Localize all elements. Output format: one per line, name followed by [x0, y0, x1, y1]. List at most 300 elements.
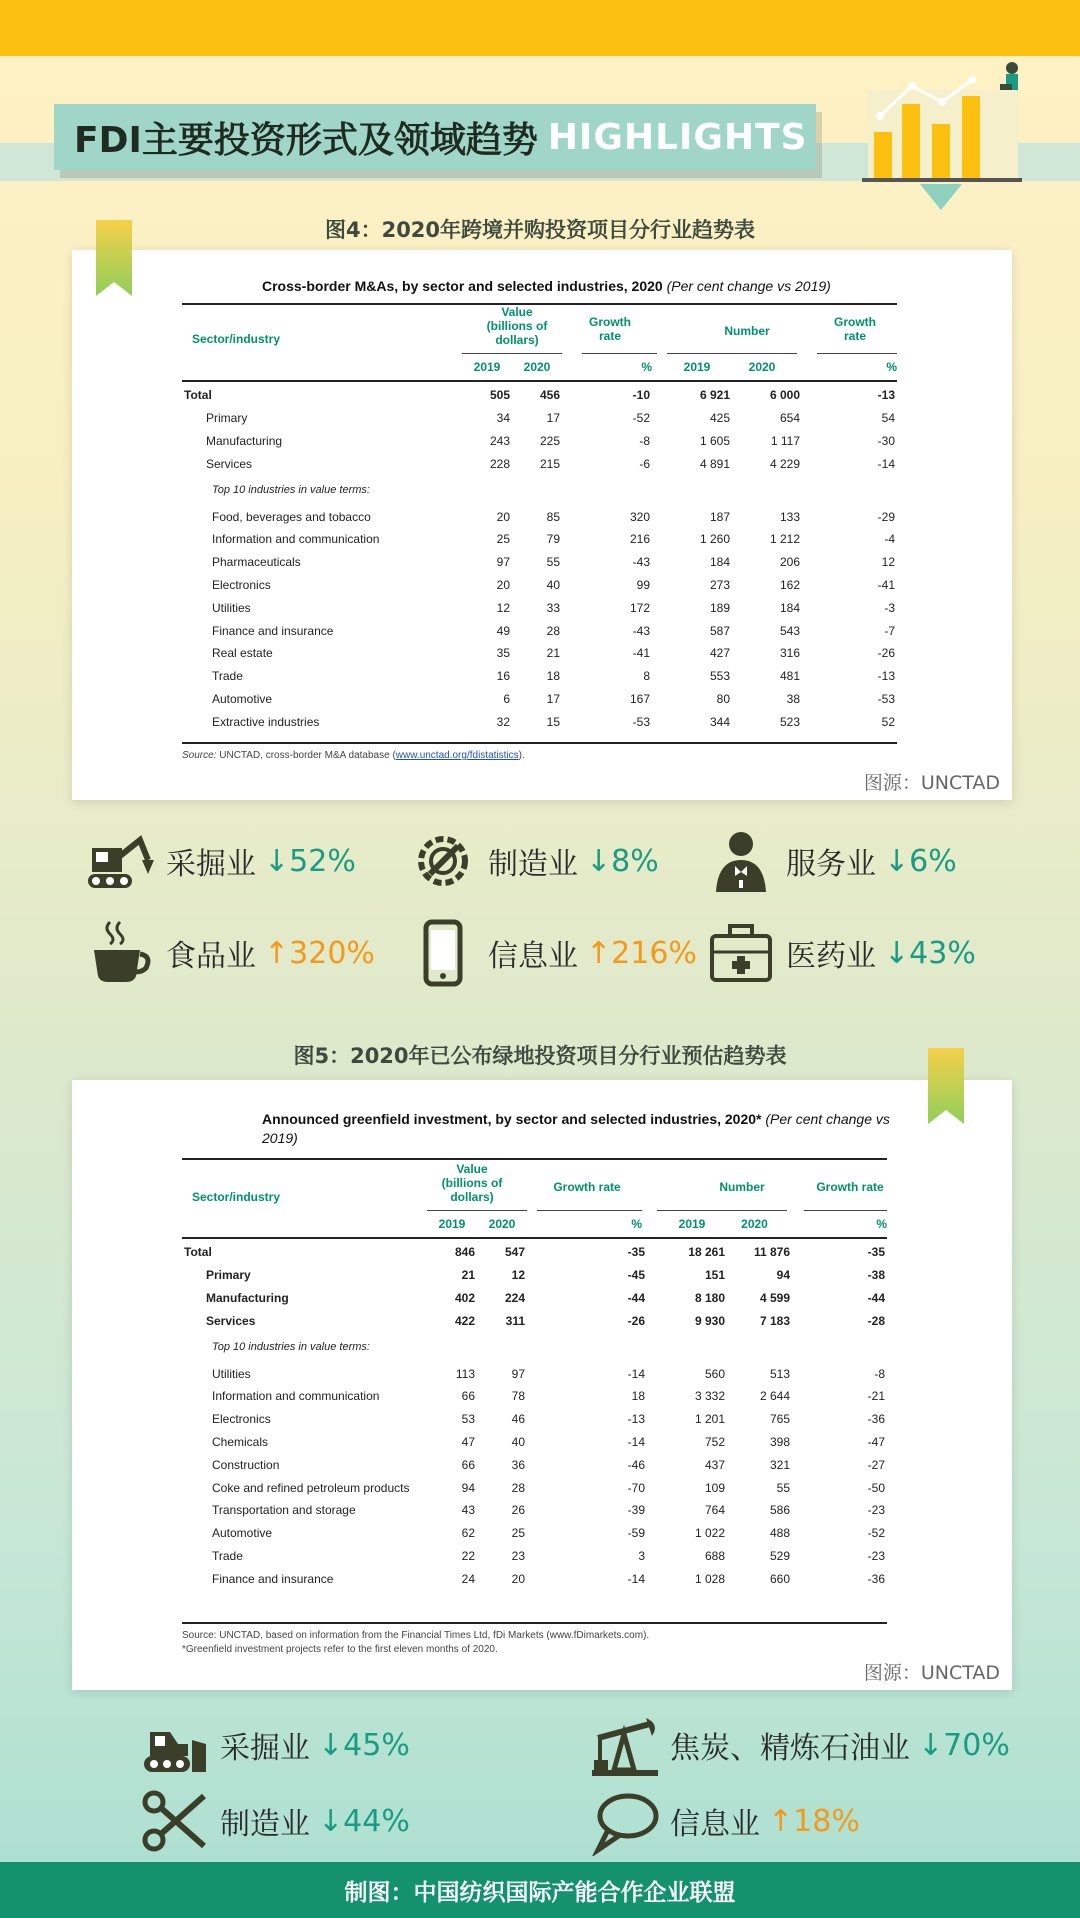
stat-value: 216% [611, 935, 697, 971]
stat-value: 52% [289, 843, 356, 879]
stat-value: 43% [909, 935, 976, 971]
fig5-source-line1: Source: UNCTAD, based on information from the Financial Times Ltd, fDi Markets (www.fDimarkets.com). [182, 1630, 650, 1641]
cell-g: -14 [627, 1571, 645, 1586]
cell-v2019: 43 [461, 1503, 475, 1518]
rule [582, 353, 657, 354]
fig4-col-growth: Growth rate [589, 315, 631, 343]
cell-v2020: 33 [546, 600, 560, 615]
cell-v2019: 846 [454, 1245, 475, 1260]
cell-v2019: 66 [461, 1457, 475, 1472]
cell-n2019 [647, 1332, 727, 1362]
fig5-pct2: % [876, 1217, 887, 1231]
cell-ng: -23 [867, 1503, 885, 1518]
table-row [182, 475, 897, 505]
cell-v2019: 12 [496, 600, 510, 615]
fig5-card [72, 1080, 1012, 1690]
cell-n2019: 187 [709, 509, 730, 524]
cell-ng: -7 [884, 623, 895, 638]
table-row [182, 505, 897, 528]
rule [804, 1210, 887, 1211]
stat-item [408, 826, 659, 896]
fig5-num-2020: 2020 [741, 1217, 768, 1231]
table-row [182, 1264, 887, 1287]
cell-ng: -38 [867, 1268, 885, 1283]
fig5-col-growth2: Growth rate [816, 1180, 884, 1194]
fig4-pct: % [641, 360, 652, 374]
stat-change [318, 1728, 410, 1763]
table-row [182, 1287, 887, 1310]
page-title [54, 104, 816, 170]
cell-g: -14 [627, 1366, 645, 1381]
cell-v2019: 62 [461, 1526, 475, 1541]
cell-n2020: 38 [786, 691, 800, 706]
cell-v2020: 85 [546, 509, 560, 524]
row-label: Trade [212, 1548, 243, 1563]
fig5-caption: 图5：2020年已公布绿地投资项目分行业预估趋势表 [293, 1044, 787, 1068]
cell-g [527, 1332, 647, 1362]
cell-n2019: 8 180 [694, 1290, 725, 1305]
table-row [182, 407, 897, 430]
cell-n2019: 3 332 [694, 1389, 725, 1404]
cell-ng: -26 [877, 646, 895, 661]
cell-n2020 [732, 475, 802, 505]
waiter-icon [706, 826, 776, 896]
cell-ng: -3 [884, 600, 895, 615]
stat-change [918, 1728, 1010, 1763]
bookmark-ribbon [96, 220, 132, 296]
cell-v2019: 20 [496, 509, 510, 524]
fig4-col-value: Value (billions of dollars) [486, 305, 548, 347]
fig4-year-2020: 2020 [523, 360, 551, 374]
rule [657, 1210, 787, 1211]
table-row [182, 688, 897, 711]
cell-ng: -36 [867, 1412, 885, 1427]
cell-v2020: 456 [539, 388, 560, 403]
bulldozer-icon [140, 1710, 210, 1780]
cell-g: -45 [627, 1268, 645, 1283]
page-title-cn: FDI主要投资形式及领域趋势 [74, 119, 538, 161]
fig5-table-title-note: (Per cent change vs 2019) [262, 1111, 890, 1146]
cell-g: -46 [627, 1457, 645, 1472]
table-row [182, 710, 897, 733]
table-row [182, 1476, 887, 1499]
stat-item [706, 826, 957, 896]
row-label: Utilities [212, 600, 251, 615]
cell-ng: -13 [877, 669, 895, 684]
cell-n2020: 586 [769, 1503, 790, 1518]
cell-ng: 12 [881, 555, 895, 570]
top-banner [0, 0, 1080, 56]
stat-label: 信息业 [670, 1807, 760, 1842]
cell-g: -43 [632, 623, 650, 638]
coffee-cup-icon [86, 918, 156, 988]
cell-g [562, 475, 652, 505]
cell-n2019: 1 022 [694, 1526, 725, 1541]
cell-n2019: 437 [704, 1457, 725, 1472]
stat-arrow: ↑ [768, 1803, 794, 1839]
row-label: Finance and insurance [212, 1571, 334, 1586]
stat-arrow: ↓ [884, 843, 910, 879]
bar-chart-illustration [862, 60, 1022, 210]
cell-g: -44 [627, 1290, 645, 1305]
row-label: Construction [212, 1457, 280, 1472]
stat-arrow: ↓ [884, 935, 910, 971]
stat-value: 320% [289, 935, 375, 971]
rule [182, 1158, 887, 1160]
gear-wrench-icon [408, 826, 478, 896]
stat-arrow: ↓ [318, 1727, 344, 1763]
cell-v2019: 49 [496, 623, 510, 638]
fig5-credit: 图源：UNCTAD [863, 1662, 1000, 1684]
cell-ng: -4 [884, 532, 895, 547]
rule [182, 1622, 887, 1624]
cell-v2020: 311 [505, 1313, 525, 1328]
cell-n2020: 184 [779, 600, 800, 615]
row-label: Electronics [212, 577, 271, 592]
cell-n2020: 133 [779, 509, 800, 524]
cell-n2019: 752 [704, 1434, 725, 1449]
fig4-col-growth2: Growth rate [834, 315, 876, 343]
cell-v2019: 66 [461, 1389, 475, 1404]
table-row [182, 665, 897, 688]
fig4-source-text: UNCTAD, cross-border M&A database ( [219, 750, 396, 761]
cell-v2020: 12 [511, 1268, 525, 1283]
rule [182, 1237, 887, 1239]
row-label: Chemicals [212, 1434, 269, 1449]
row-label: Information and communication [212, 1389, 380, 1404]
fig5-source-line2: *Greenfield investment projects refer to the first eleven months of 2020. [182, 1644, 498, 1655]
cell-v2020: 46 [511, 1412, 525, 1427]
stat-item [706, 918, 976, 988]
cell-ng: -50 [867, 1480, 885, 1495]
stat-item [86, 918, 375, 988]
cell-g: -52 [632, 411, 650, 426]
cell-n2019: 109 [704, 1480, 725, 1495]
fig4-caption: 图4：2020年跨境并购投资项目分行业趋势表 [324, 218, 756, 242]
cell-n2019: 4 891 [699, 456, 730, 471]
cell-ng: -13 [877, 388, 895, 403]
oil-pump-icon [590, 1710, 660, 1780]
fig4-table [182, 384, 897, 733]
fig4-pct2: % [886, 360, 897, 374]
cell-n2019: 9 930 [694, 1313, 725, 1328]
table-row [182, 596, 897, 619]
cell-g: -39 [627, 1503, 645, 1518]
fig5-col-value: Value (billions of dollars) [441, 1162, 503, 1204]
cell-ng: -28 [867, 1313, 885, 1328]
stat-change [264, 844, 356, 879]
cell-v2019: 97 [496, 555, 510, 570]
cell-g: 99 [636, 577, 650, 592]
cell-n2019 [652, 475, 732, 505]
cell-ng [802, 475, 897, 505]
stat-arrow: ↓ [264, 843, 290, 879]
stat-label: 服务业 [786, 847, 876, 882]
stat-value: 18% [793, 1803, 860, 1839]
cell-n2020: 765 [769, 1412, 790, 1427]
stat-value: 44% [343, 1803, 410, 1839]
cell-ng: 52 [881, 714, 895, 729]
cell-v2020: 23 [511, 1548, 525, 1563]
table-row [182, 1431, 887, 1454]
cell-ng: -47 [867, 1434, 885, 1449]
stat-label: 制造业 [220, 1807, 310, 1842]
cell-v2020: 215 [539, 456, 560, 471]
cell-n2019: 273 [709, 577, 730, 592]
table-row [182, 528, 897, 551]
stat-change [586, 936, 697, 971]
fig4-year-2019: 2019 [473, 360, 501, 374]
cell-n2019: 80 [716, 691, 730, 706]
cell-n2020: 321 [769, 1457, 790, 1472]
row-label: Manufacturing [206, 1290, 289, 1305]
cell-g: -14 [627, 1434, 645, 1449]
fig5-table-title [262, 1110, 902, 1148]
stat-change [318, 1804, 410, 1839]
bookmark-ribbon [928, 1048, 964, 1124]
rule [182, 380, 897, 382]
cell-g: -10 [632, 388, 650, 403]
stat-item [590, 1786, 860, 1856]
cell-g: -53 [632, 714, 650, 729]
cell-n2020: 2 644 [759, 1389, 790, 1404]
cell-ng: -35 [867, 1245, 885, 1260]
cell-v2019: 422 [454, 1313, 475, 1328]
cell-v2020: 25 [511, 1526, 525, 1541]
cell-n2020: 316 [779, 646, 800, 661]
row-label: Manufacturing [206, 433, 283, 448]
cell-n2020: 55 [776, 1480, 790, 1495]
fig4-credit: 图源：UNCTAD [863, 772, 1000, 794]
cell-g: 172 [629, 600, 650, 615]
table-row [182, 619, 897, 642]
cell-n2020: 481 [779, 669, 800, 684]
cell-ng: -23 [867, 1548, 885, 1563]
row-label: Total [184, 388, 212, 403]
cell-g: 18 [631, 1389, 645, 1404]
cell-v2020: 20 [511, 1571, 525, 1586]
cell-n2020: 1 117 [770, 433, 800, 448]
cell-v2019: 53 [461, 1412, 475, 1427]
stat-label: 采掘业 [220, 1731, 310, 1766]
cell-v2019: 47 [461, 1434, 475, 1449]
cell-v2020: 36 [511, 1457, 525, 1472]
cell-ng: -44 [867, 1290, 885, 1305]
cell-ng: -8 [874, 1366, 885, 1381]
cell-n2020: 11 876 [753, 1245, 790, 1260]
row-label: Food, beverages and tobacco [212, 509, 371, 524]
stat-value: 45% [343, 1727, 410, 1763]
excavator-icon [86, 826, 156, 896]
fig4-source [182, 750, 525, 761]
table-row [182, 1453, 887, 1476]
stat-value: 6% [909, 843, 957, 879]
cell-ng: -53 [877, 691, 895, 706]
cell-n2019: 1 028 [694, 1571, 725, 1586]
fig4-num-2020: 2020 [748, 360, 776, 374]
row-label: Finance and insurance [212, 623, 334, 638]
cell-v2019: 243 [489, 433, 510, 448]
table-row [182, 642, 897, 665]
fig4-table-title-note: (Per cent change vs 2019) [666, 278, 831, 294]
row-label: Services [206, 456, 253, 471]
fig4-col-number: Number [724, 324, 770, 338]
cell-v2019: 25 [496, 532, 510, 547]
cell-n2019: 344 [709, 714, 730, 729]
rule [182, 742, 897, 744]
fig5-pct: % [631, 1217, 642, 1231]
cell-v2019: 32 [496, 714, 510, 729]
stat-change [768, 1804, 860, 1839]
fig5-year-2020: 2020 [488, 1217, 516, 1231]
cell-v2020: 40 [546, 577, 560, 592]
cell-v2019: 402 [454, 1290, 475, 1305]
cell-n2019: 427 [709, 646, 730, 661]
cell-n2020: 4 599 [759, 1290, 790, 1305]
cell-n2019: 587 [709, 623, 730, 638]
cell-v2019: 20 [496, 577, 510, 592]
cell-v2019: 228 [489, 456, 510, 471]
row-label: Utilities [212, 1366, 251, 1381]
cell-n2019: 18 261 [688, 1245, 725, 1260]
cell-g: -41 [632, 646, 650, 661]
fig4-col-sector: Sector/industry [192, 332, 281, 346]
smartphone-icon [408, 918, 478, 988]
fig5-col-growth: Growth rate [553, 1180, 621, 1194]
cell-n2019: 6 921 [699, 388, 730, 403]
rule [537, 1210, 642, 1211]
stat-item [86, 826, 356, 896]
stat-label: 食品业 [166, 939, 256, 974]
stat-label: 医药业 [786, 939, 876, 974]
cell-n2020: 488 [769, 1526, 790, 1541]
cell-n2020: 529 [769, 1548, 790, 1563]
cell-v2020: 78 [511, 1389, 525, 1404]
cell-n2020: 4 229 [769, 456, 800, 471]
table-row [182, 574, 897, 597]
cell-n2020: 94 [776, 1268, 790, 1283]
cell-g: -6 [639, 456, 650, 471]
cell-n2019: 560 [704, 1366, 725, 1381]
row-label: Real estate [212, 646, 273, 661]
cell-n2020: 523 [779, 714, 800, 729]
cell-v2019: 22 [461, 1548, 475, 1563]
cell-v2020: 17 [546, 411, 560, 426]
row-label: Coke and refined petroleum products [212, 1480, 410, 1495]
cell-v2019: 21 [461, 1268, 475, 1283]
cell-n2020: 162 [779, 577, 800, 592]
table-row [182, 1385, 887, 1408]
cell-v2020: 97 [511, 1366, 525, 1381]
cell-n2020: 6 000 [769, 388, 800, 403]
fig4-card [72, 250, 1012, 800]
cell-v2020: 547 [504, 1245, 525, 1260]
cell-v2019: 24 [461, 1571, 475, 1586]
cell-g: -35 [627, 1245, 645, 1260]
table-row [182, 1241, 887, 1264]
table-row [182, 1362, 887, 1385]
fig4-table-title-text: Cross-border M&As, by sector and selected industries, 2020 [262, 278, 663, 294]
cell-n2019: 1 605 [699, 433, 730, 448]
cell-ng: -14 [877, 456, 895, 471]
cell-g: -8 [639, 433, 650, 448]
row-label: Top 10 industries in value terms: [212, 484, 370, 497]
cell-n2020: 206 [779, 555, 800, 570]
row-label: Services [206, 1313, 256, 1328]
cell-n2019: 1 201 [694, 1412, 725, 1427]
stat-label: 制造业 [488, 847, 578, 882]
stat-arrow: ↑ [586, 935, 612, 971]
cell-g: 320 [629, 509, 650, 524]
fig4-source-link[interactable]: www.unctad.org/fdistatistics [395, 750, 519, 761]
cell-n2020: 654 [779, 411, 800, 426]
row-label: Primary [206, 1268, 251, 1283]
cell-v2019: 505 [489, 388, 510, 403]
footer-credit: 制图：中国纺织国际产能合作企业联盟 [0, 1862, 1080, 1918]
stat-label: 焦炭、精炼石油业 [670, 1731, 910, 1766]
cell-g: 167 [629, 691, 650, 706]
stat-change [884, 936, 976, 971]
table-row [182, 1309, 887, 1332]
cell-n2019: 688 [704, 1548, 725, 1563]
stat-item [140, 1786, 410, 1856]
cell-v2020: 28 [546, 623, 560, 638]
fig5-num-2019: 2019 [678, 1217, 706, 1231]
rule [462, 353, 562, 354]
row-label: Extractive industries [212, 714, 320, 729]
stat-label: 信息业 [488, 939, 578, 974]
table-row [182, 1408, 887, 1431]
cell-g: -26 [627, 1313, 645, 1328]
cell-v2020 [512, 475, 562, 505]
rule [427, 1210, 527, 1211]
cell-n2020 [727, 1332, 792, 1362]
table-row [182, 1499, 887, 1522]
table-row [182, 1567, 887, 1590]
fig4-source-prefix: Source: [182, 750, 217, 761]
cell-ng: -30 [877, 433, 895, 448]
fig5-table [182, 1241, 887, 1590]
cell-g: 8 [643, 669, 650, 684]
row-label: Total [184, 1245, 212, 1260]
speech-bubble-icon [590, 1786, 660, 1856]
table-row [182, 430, 897, 453]
cell-v2020: 40 [511, 1434, 525, 1449]
stat-value: 8% [611, 843, 659, 879]
cell-n2020: 543 [779, 623, 800, 638]
row-label: Pharmaceuticals [212, 555, 301, 570]
table-row [182, 1522, 887, 1545]
cell-n2020: 398 [769, 1434, 790, 1449]
cell-ng [792, 1332, 887, 1362]
cell-n2020: 660 [769, 1571, 790, 1586]
stat-change [264, 936, 375, 971]
stat-arrow: ↓ [318, 1803, 344, 1839]
table-row [182, 1332, 887, 1362]
row-label: Transportation and storage [212, 1503, 356, 1518]
stat-item [140, 1710, 410, 1780]
cell-ng: -29 [877, 509, 895, 524]
cell-ng: -21 [867, 1389, 885, 1404]
cell-v2019: 6 [503, 691, 510, 706]
fig5-year-2019: 2019 [438, 1217, 466, 1231]
fig5-col-sector: Sector/industry [192, 1190, 281, 1204]
cell-g: 3 [638, 1548, 645, 1563]
stat-arrow: ↑ [264, 935, 290, 971]
row-label: Primary [206, 411, 248, 426]
cell-v2019: 35 [496, 646, 510, 661]
cell-v2020: 55 [546, 555, 560, 570]
